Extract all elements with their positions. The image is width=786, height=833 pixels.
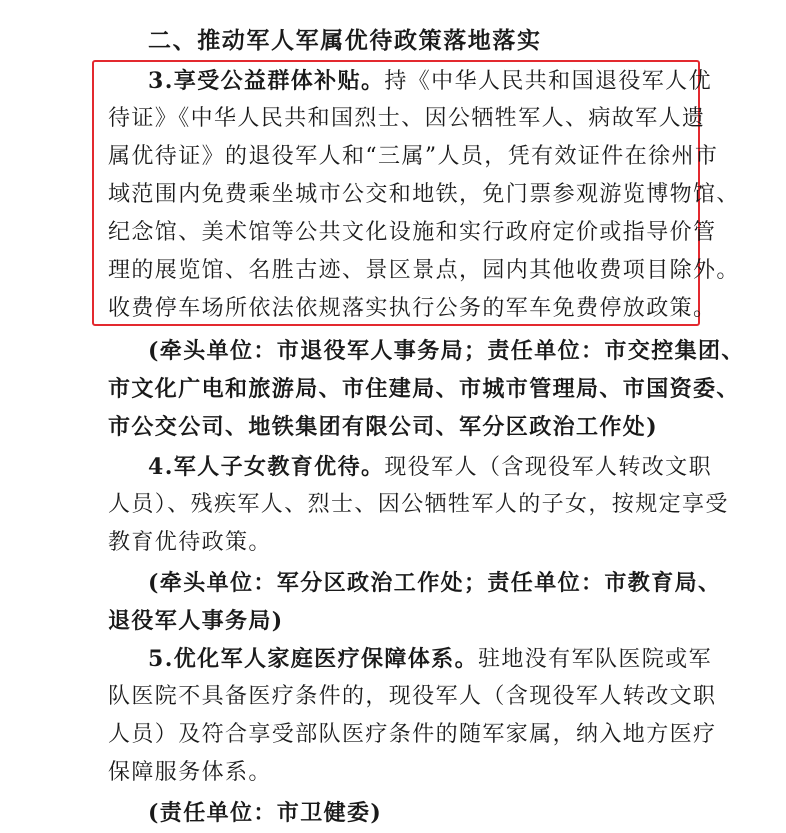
item4-units-line: 退役军人事务局) xyxy=(108,608,284,634)
item5-text-line: 保障服务体系。 xyxy=(108,760,272,785)
item3-units-line: 市文化广电和旅游局、市住建局、市城市管理局、市国资委、 xyxy=(108,376,740,402)
item4-text-line: 人员）、残疾军人、烈士、因公牺牲军人的子女，按规定享受 xyxy=(108,492,729,517)
item3-units-line: 市公交公司、地铁集团有限公司、军分区政治工作处) xyxy=(108,414,659,440)
item3-title: 3.享受公益群体补贴。 xyxy=(148,68,385,94)
item3-units-line: (牵头单位：市退役军人事务局；责任单位：市交控集团、 xyxy=(148,338,745,364)
item3-text-line: 理的展览馆、名胜古迹、景区景点，园内其他收费项目除外。 xyxy=(108,258,740,283)
item4-text-line: 教育优待政策。 xyxy=(108,530,272,555)
item4-title: 4.军人子女教育优待。 xyxy=(148,454,385,480)
item3-text-line: 收费停车场所依法依规落实执行公务的军车免费停放政策。 xyxy=(108,296,717,321)
item3-text-line: 属优待证》的退役军人和“三属”人员，凭有效证件在徐州市 xyxy=(108,144,719,169)
item3-text-line: 域范围内免费乘坐城市公交和地铁，免门票参观游览博物馆、 xyxy=(108,182,740,207)
item5-text-line: 队医院不具备医疗条件的，现役军人（含现役军人转改文职 xyxy=(108,684,717,709)
item3-text-line: 待证》《中华人民共和国烈士、因公牺牲军人、病故军人遗 xyxy=(108,106,706,131)
section-heading: 二、推动军人军属优待政策落地落实 xyxy=(148,27,542,54)
item5-first-line xyxy=(148,640,712,679)
item3-text-line: 纪念馆、美术馆等公共文化设施和实行政府定价或指导价管 xyxy=(108,220,717,245)
item4-units-line: (牵头单位：军分区政治工作处；责任单位：市教育局、 xyxy=(148,570,722,596)
item3-text-line: 持《中华人民共和国退役军人优 xyxy=(384,69,712,94)
item5-units-line: (责任单位：市卫健委) xyxy=(148,800,383,826)
item4-text-line: 现役军人（含现役军人转改文职 xyxy=(384,455,712,480)
item5-text-line: 人员）及符合享受部队医疗条件的随军家属，纳入地方医疗 xyxy=(108,722,717,747)
item3-first-line xyxy=(148,62,712,101)
item5-text-line: 驻地没有军队医院或军 xyxy=(477,647,712,672)
item5-title: 5.优化军人家庭医疗保障体系。 xyxy=(148,646,478,672)
item4-first-line xyxy=(148,448,712,487)
